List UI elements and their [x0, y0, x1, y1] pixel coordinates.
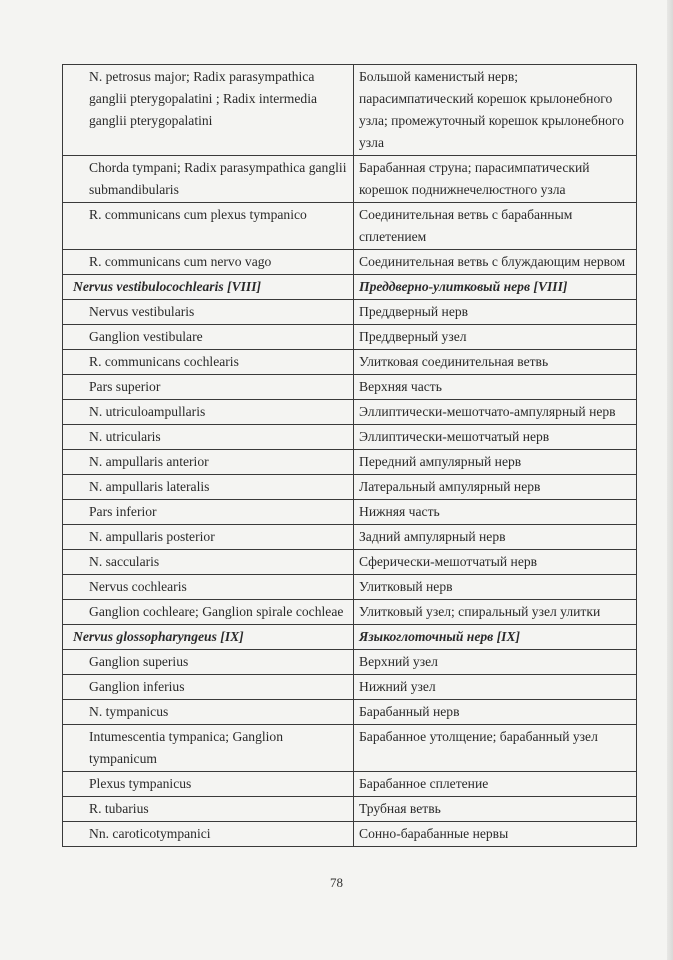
- russian-term: Улитковый нерв: [354, 575, 637, 600]
- russian-term: Соединительная ветвь с барабанным сплетением: [354, 203, 637, 250]
- russian-term: Сферически-мешотчатый нерв: [354, 550, 637, 575]
- latin-term: Pars superior: [63, 375, 354, 400]
- table-row: [63, 822, 637, 847]
- russian-term: Верхняя часть: [354, 375, 637, 400]
- latin-term: Ganglion cochleare; Ganglion spirale cochleae: [63, 600, 354, 625]
- table-row: [63, 250, 637, 275]
- russian-term: Улитковый узел; спиральный узел улитки: [354, 600, 637, 625]
- russian-term: Нижняя часть: [354, 500, 637, 525]
- table-row: [63, 65, 637, 156]
- table-row: [63, 325, 637, 350]
- russian-term: Сонно-барабанные нервы: [354, 822, 637, 847]
- latin-term: Ganglion superius: [63, 650, 354, 675]
- table-row: [63, 550, 637, 575]
- russian-term: Передний ампулярный нерв: [354, 450, 637, 475]
- table-row: [63, 700, 637, 725]
- page-edge-shadow: [667, 0, 673, 960]
- russian-term: Соединительная ветвь с блуждающим нервом: [354, 250, 637, 275]
- latin-term: Ganglion vestibulare: [63, 325, 354, 350]
- russian-term: Большой каменистый нерв; парасимпатический корешок крылонебного узла; промежуточный корешок крылонебного узла: [354, 65, 637, 156]
- table-row: [63, 156, 637, 203]
- table-row: [63, 650, 637, 675]
- latin-term: N. utricularis: [63, 425, 354, 450]
- russian-term: Преддверный узел: [354, 325, 637, 350]
- table-row: [63, 400, 637, 425]
- latin-term: N. utriculoampullaris: [63, 400, 354, 425]
- section-header-row: [63, 275, 637, 300]
- table-row: [63, 575, 637, 600]
- latin-term: Pars inferior: [63, 500, 354, 525]
- table-row: [63, 797, 637, 822]
- latin-term: R. communicans cum nervo vago: [63, 250, 354, 275]
- latin-term: N. tympanicus: [63, 700, 354, 725]
- russian-term: Эллиптически-мешотчато-ампулярный нерв: [354, 400, 637, 425]
- latin-term: N. ampullaris anterior: [63, 450, 354, 475]
- table-row: [63, 725, 637, 772]
- russian-term: Верхний узел: [354, 650, 637, 675]
- latin-term: N. saccularis: [63, 550, 354, 575]
- russian-term: Преддверный нерв: [354, 300, 637, 325]
- latin-term: Nn. caroticotympanici: [63, 822, 354, 847]
- latin-term: Nervus vestibularis: [63, 300, 354, 325]
- table-row: [63, 772, 637, 797]
- table-row: [63, 600, 637, 625]
- table-row: [63, 675, 637, 700]
- table-row: [63, 475, 637, 500]
- section-header-row: [63, 625, 637, 650]
- russian-term: Эллиптически-мешотчатый нерв: [354, 425, 637, 450]
- table-row: [63, 450, 637, 475]
- russian-term: Улитковая соединительная ветвь: [354, 350, 637, 375]
- russian-term: Барабанное утолщение; барабанный узел: [354, 725, 637, 772]
- table-row: [63, 525, 637, 550]
- table-row: [63, 425, 637, 450]
- latin-term: Plexus tympanicus: [63, 772, 354, 797]
- table-row: [63, 500, 637, 525]
- russian-term: Латеральный ампулярный нерв: [354, 475, 637, 500]
- russian-term: Трубная ветвь: [354, 797, 637, 822]
- latin-term: N. petrosus major; Radix parasympathica ganglii pterygopalatini ; Radix intermedia ganglii pterygopalatini: [63, 65, 354, 156]
- russian-term: Барабанное сплетение: [354, 772, 637, 797]
- latin-term: Ganglion inferius: [63, 675, 354, 700]
- russian-term: Задний ампулярный нерв: [354, 525, 637, 550]
- terminology-table: [62, 64, 637, 847]
- table-row: [63, 375, 637, 400]
- latin-term: R. communicans cochlearis: [63, 350, 354, 375]
- latin-term: R. communicans cum plexus tympanico: [63, 203, 354, 250]
- section-latin-title: Nervus vestibulocochlearis [VIII]: [63, 275, 354, 300]
- latin-term: N. ampullaris posterior: [63, 525, 354, 550]
- section-latin-title: Nervus glossopharyngeus [IX]: [63, 625, 354, 650]
- section-russian-title: Преддверно-улитковый нерв [VIII]: [354, 275, 637, 300]
- russian-term: Барабанный нерв: [354, 700, 637, 725]
- table-row: [63, 300, 637, 325]
- latin-term: N. ampullaris lateralis: [63, 475, 354, 500]
- latin-term: Intumescentia tympanica; Ganglion tympanicum: [63, 725, 354, 772]
- table-row: [63, 203, 637, 250]
- russian-term: Нижний узел: [354, 675, 637, 700]
- latin-term: R. tubarius: [63, 797, 354, 822]
- section-russian-title: Языкоглоточный нерв [IX]: [354, 625, 637, 650]
- table-row: [63, 350, 637, 375]
- latin-term: Chorda tympani; Radix parasympathica ganglii submandibularis: [63, 156, 354, 203]
- russian-term: Барабанная струна; парасимпатический корешок поднижнечелюстного узла: [354, 156, 637, 203]
- latin-term: Nervus cochlearis: [63, 575, 354, 600]
- page-number: 78: [330, 875, 343, 890]
